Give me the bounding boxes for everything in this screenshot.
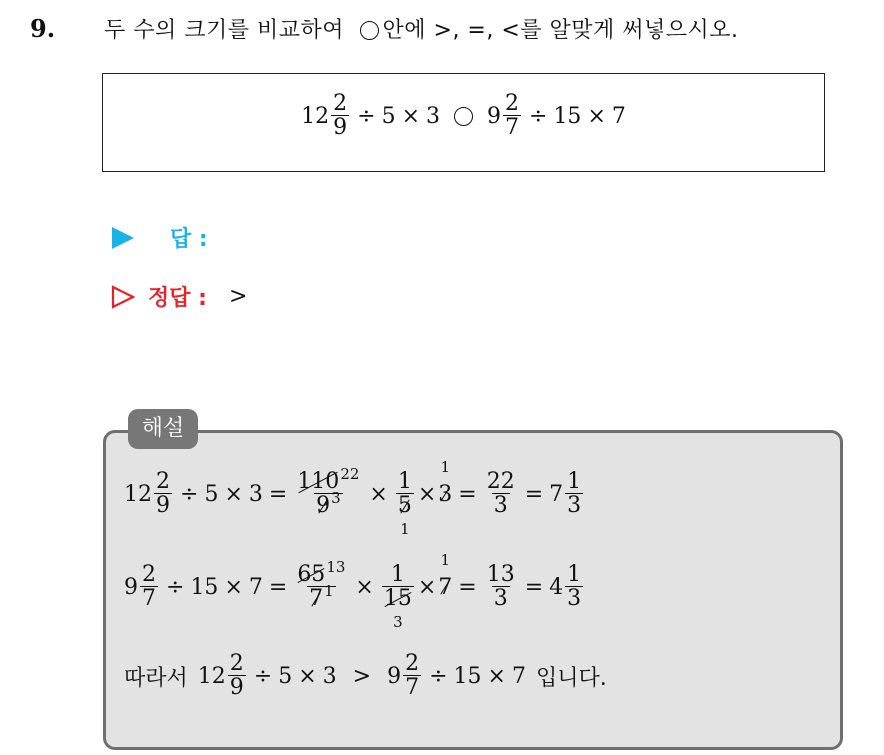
times-sign: × xyxy=(224,481,243,507)
mixed-whole: 12 xyxy=(124,481,152,507)
fraction-numerator: 13 xyxy=(486,562,515,587)
times-sign: × xyxy=(487,663,506,689)
reduced-operand: 1 xyxy=(440,457,451,476)
solution-line-1 xyxy=(124,457,585,539)
cancelled-numerator: 65 xyxy=(297,562,326,587)
equals-sign: = xyxy=(524,574,544,600)
operand: 5 xyxy=(204,481,219,507)
reduced-denominator: 3 xyxy=(331,489,341,508)
fraction-denominator: 3 xyxy=(493,493,508,519)
fraction-denominator: 9 xyxy=(333,115,348,141)
problem-right-expression xyxy=(487,92,626,140)
fraction xyxy=(228,652,246,700)
operand: 5 xyxy=(278,663,293,689)
fraction-denominator: 7 xyxy=(505,115,519,141)
fraction-numerator: 2 xyxy=(405,651,420,676)
cancelled-denominator: 9 xyxy=(316,493,331,519)
fraction-numerator: 1 xyxy=(567,469,582,494)
fraction xyxy=(503,92,521,140)
cancelled-number: 7 xyxy=(438,574,453,600)
solution-conclusion xyxy=(124,652,607,700)
cancelled-operand xyxy=(438,550,453,600)
cancelled-fraction xyxy=(382,562,414,632)
answer-row xyxy=(110,222,208,253)
operand: 7 xyxy=(248,574,263,600)
correct-answer-row xyxy=(110,281,247,312)
fraction xyxy=(485,563,517,611)
fraction-numerator: 2 xyxy=(142,562,156,587)
fraction xyxy=(485,470,517,518)
fraction-numerator: 2 xyxy=(229,651,244,676)
fraction-denominator: 3 xyxy=(567,493,582,519)
times-sign: × xyxy=(224,574,243,600)
operand: 15 xyxy=(553,103,582,129)
cancelled-denominator: 7 xyxy=(309,586,324,612)
equals-sign: = xyxy=(268,574,288,600)
times-sign: × xyxy=(369,481,388,507)
fraction-numerator: 1 xyxy=(567,562,582,587)
fraction-numerator: 2 xyxy=(505,91,519,116)
cancelled-denominator: 15 xyxy=(383,586,412,612)
equals-sign: = xyxy=(524,481,544,507)
fraction xyxy=(403,652,421,700)
correct-answer-label: 정답 : xyxy=(148,286,207,311)
times-sign: × xyxy=(401,103,420,129)
fraction-numerator: 2 xyxy=(156,469,170,494)
fraction xyxy=(331,92,349,140)
operand: 5 xyxy=(381,103,396,129)
reduced-operand: 1 xyxy=(440,550,451,569)
correct-answer-value: > xyxy=(228,284,248,309)
mixed-whole: 12 xyxy=(197,663,226,689)
fraction-numerator: 22 xyxy=(486,469,515,494)
fraction-denominator: 9 xyxy=(156,493,170,519)
divide-sign: ÷ xyxy=(429,663,448,689)
fraction-numerator: 1 xyxy=(397,469,412,494)
fraction-denominator: 3 xyxy=(567,586,582,612)
cancelled-fraction xyxy=(295,558,347,612)
operand: 3 xyxy=(248,481,263,507)
cancelled-fraction xyxy=(396,469,414,539)
question-text-before: 두 수의 크기를 비교하여 xyxy=(104,18,345,43)
divide-sign: ÷ xyxy=(166,574,185,600)
divide-sign: ÷ xyxy=(529,103,548,129)
conclusion-suffix: 입니다. xyxy=(535,665,607,691)
reduced-denominator: 1 xyxy=(400,520,410,539)
fraction-denominator: 9 xyxy=(229,675,244,701)
reduced-denominator: 3 xyxy=(393,613,403,632)
play-triangle-icon xyxy=(110,225,136,251)
reduced-denominator: 1 xyxy=(324,582,334,601)
operand: 7 xyxy=(611,103,626,129)
divide-sign: ÷ xyxy=(253,663,273,689)
times-sign: × xyxy=(417,574,437,600)
cancelled-number: 3 xyxy=(438,481,453,507)
problem-left-expression xyxy=(301,92,440,140)
solution-line-2 xyxy=(124,550,585,632)
operand: 15 xyxy=(453,663,482,689)
equals-sign: = xyxy=(458,481,477,507)
outline-triangle-icon xyxy=(110,284,136,310)
question-text xyxy=(104,13,739,44)
fraction xyxy=(154,470,172,518)
mixed-whole: 12 xyxy=(301,103,330,129)
conclusion-prefix: 따라서 xyxy=(124,665,188,691)
times-sign: × xyxy=(417,481,437,507)
operand: 3 xyxy=(322,663,337,689)
fraction xyxy=(565,563,583,611)
mixed-whole: 7 xyxy=(549,481,564,507)
equals-sign: = xyxy=(458,574,477,600)
cancelled-operand xyxy=(438,457,453,507)
question-text-after: 안에 >, =, <를 알맞게 써넣으시오. xyxy=(382,18,739,43)
reduced-numerator: 22 xyxy=(340,465,360,483)
fraction-denominator: 7 xyxy=(405,675,420,701)
times-sign: × xyxy=(298,663,317,689)
cancelled-numerator: 110 xyxy=(297,469,340,494)
fraction-numerator: 2 xyxy=(333,91,348,116)
fraction-denominator: 3 xyxy=(493,586,508,612)
problem-box xyxy=(102,73,825,172)
blank-circle-icon xyxy=(360,21,379,40)
reduced-numerator: 13 xyxy=(326,558,346,576)
times-sign: × xyxy=(355,574,374,600)
answer-label: 답 : xyxy=(170,227,208,252)
operand: 3 xyxy=(426,103,440,129)
operand: 15 xyxy=(190,574,219,600)
mixed-whole: 9 xyxy=(487,103,501,129)
comparison-blank-circle-icon xyxy=(454,107,473,126)
mixed-whole: 4 xyxy=(549,574,564,600)
question-number: 9. xyxy=(30,14,56,43)
cancelled-fraction xyxy=(295,465,361,519)
mixed-whole: 9 xyxy=(387,663,402,689)
operand: 7 xyxy=(511,663,526,689)
fraction xyxy=(565,470,583,518)
fraction-numerator: 1 xyxy=(390,562,405,587)
mixed-whole: 9 xyxy=(124,574,138,600)
times-sign: × xyxy=(587,103,606,129)
fraction xyxy=(140,563,158,611)
cancelled-denominator: 5 xyxy=(397,493,412,519)
comparison-sign: > xyxy=(352,663,372,689)
fraction-denominator: 7 xyxy=(142,586,156,612)
divide-sign: ÷ xyxy=(180,481,199,507)
divide-sign: ÷ xyxy=(357,103,376,129)
solution-tab: 해설 xyxy=(128,409,198,449)
equals-sign: = xyxy=(268,481,288,507)
